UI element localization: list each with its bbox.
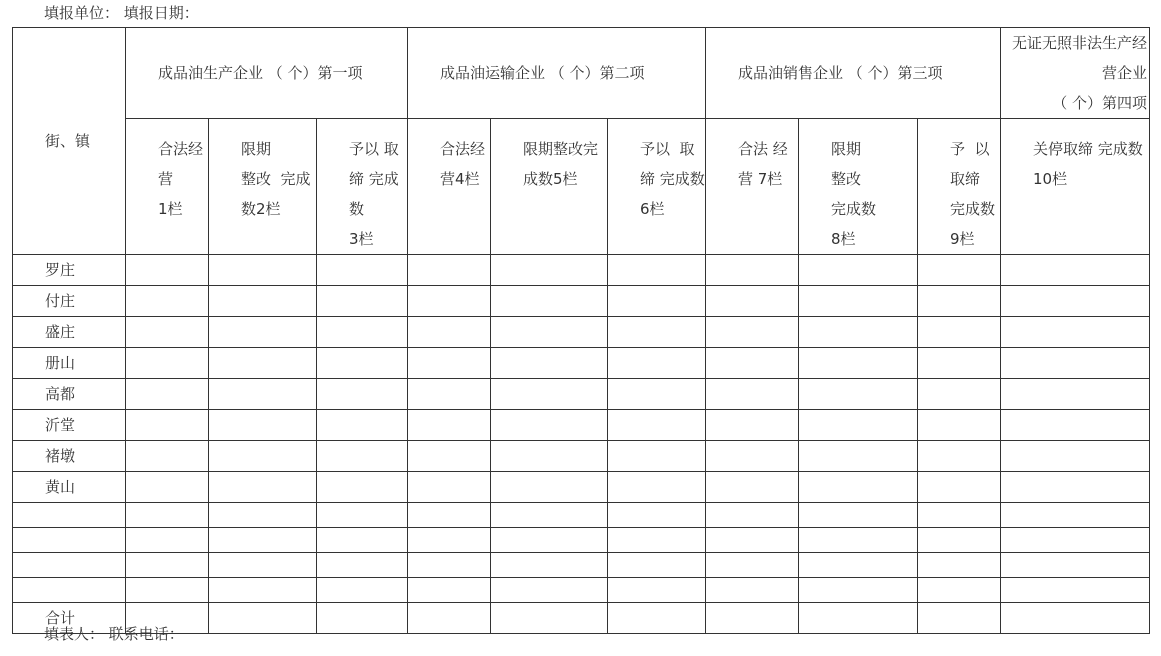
data-cell (408, 603, 491, 634)
street-town-header-text: 街、镇 (45, 132, 91, 150)
data-cell (317, 441, 408, 472)
column-header-10-text: 关停取缔 完成数 10栏 (1033, 140, 1143, 188)
column-header-9 (918, 119, 1001, 255)
data-cell (608, 553, 706, 578)
column-header-2 (209, 119, 317, 255)
data-cell (706, 441, 799, 472)
report-header-line (44, 3, 199, 23)
group-header-sales (706, 28, 1001, 119)
column-header-8-text: 限期 整改 完成数 8栏 (831, 140, 877, 248)
table-row (13, 255, 1150, 286)
data-cell (918, 603, 1001, 634)
data-cell (706, 528, 799, 553)
data-cell (1001, 553, 1150, 578)
data-cell (317, 255, 408, 286)
row-label-cell (13, 255, 126, 286)
data-cell (799, 286, 918, 317)
data-cell (317, 348, 408, 379)
data-cell (408, 348, 491, 379)
column-header-9-text: 予 以取缔 完成数 9栏 (950, 140, 996, 248)
street-town-header (13, 28, 126, 255)
table-row (13, 379, 1150, 410)
data-cell (209, 603, 317, 634)
data-cell (317, 528, 408, 553)
data-cell (126, 255, 209, 286)
data-cell (126, 410, 209, 441)
row-label-cell (13, 472, 126, 503)
phone-label: 联系电话： (108, 625, 184, 643)
column-header-6 (608, 119, 706, 255)
data-cell (799, 317, 918, 348)
column-header-1-text: 合法经营 1栏 (158, 140, 204, 218)
column-header-1 (126, 119, 209, 255)
data-cell (491, 441, 608, 472)
data-cell (126, 286, 209, 317)
data-cell (209, 286, 317, 317)
data-cell (209, 503, 317, 528)
group-header-transport-text: 成品油运输企业 （ 个）第二项 (440, 64, 645, 82)
data-cell (408, 472, 491, 503)
row-label-cell (13, 503, 126, 528)
data-cell (1001, 410, 1150, 441)
row-label: 褚墩 (45, 446, 76, 465)
data-cell (918, 286, 1001, 317)
data-cell (1001, 472, 1150, 503)
data-cell (1001, 317, 1150, 348)
filler-label: 填表人： (44, 625, 105, 643)
data-cell (317, 603, 408, 634)
data-cell (126, 472, 209, 503)
data-cell (209, 410, 317, 441)
data-cell (706, 503, 799, 528)
table-row (13, 441, 1150, 472)
data-cell (126, 528, 209, 553)
data-cell (799, 441, 918, 472)
data-cell (317, 286, 408, 317)
data-cell (918, 379, 1001, 410)
data-cell (317, 472, 408, 503)
data-cell (209, 472, 317, 503)
data-cell (799, 603, 918, 634)
table-row (13, 286, 1150, 317)
data-cell (608, 603, 706, 634)
data-cell (608, 528, 706, 553)
data-cell (608, 578, 706, 603)
column-header-4 (408, 119, 491, 255)
group-header-sales-text: 成品油销售企业 （ 个）第三项 (738, 64, 943, 82)
data-cell (1001, 348, 1150, 379)
data-cell (126, 317, 209, 348)
data-cell (126, 441, 209, 472)
data-cell (408, 255, 491, 286)
data-cell (317, 379, 408, 410)
data-cell (491, 317, 608, 348)
data-cell (491, 410, 608, 441)
data-cell (491, 553, 608, 578)
row-label: 付庄 (45, 291, 76, 310)
data-cell (608, 286, 706, 317)
data-cell (491, 348, 608, 379)
row-label: 沂堂 (45, 415, 76, 434)
data-cell (608, 317, 706, 348)
data-cell (799, 379, 918, 410)
column-header-7-text: 合法 经营 7栏 (738, 140, 788, 188)
table-row (13, 528, 1150, 553)
row-label-cell (13, 528, 126, 553)
report-date-label: 填报日期： (123, 4, 199, 22)
group-header-production-text: 成品油生产企业 （ 个）第一项 (158, 64, 363, 82)
data-cell (706, 286, 799, 317)
data-cell (799, 553, 918, 578)
data-cell (1001, 286, 1150, 317)
table-row (13, 578, 1150, 603)
data-cell (491, 603, 608, 634)
statistics-table (12, 27, 1150, 634)
row-label-cell (13, 317, 126, 348)
data-cell (126, 379, 209, 410)
table-row (13, 410, 1150, 441)
data-cell (918, 472, 1001, 503)
data-cell (1001, 379, 1150, 410)
row-label: 盛庄 (45, 322, 76, 341)
data-cell (408, 503, 491, 528)
data-cell (317, 503, 408, 528)
data-cell (706, 603, 799, 634)
row-label: 合计 (45, 608, 76, 627)
row-label-cell (13, 441, 126, 472)
data-cell (608, 255, 706, 286)
data-cell (209, 317, 317, 348)
data-cell (317, 410, 408, 441)
data-cell (491, 379, 608, 410)
row-label-cell (13, 348, 126, 379)
data-cell (1001, 603, 1150, 634)
data-cell (408, 553, 491, 578)
column-header-7 (706, 119, 799, 255)
column-header-5 (491, 119, 608, 255)
data-cell (608, 472, 706, 503)
data-cell (408, 578, 491, 603)
data-cell (408, 528, 491, 553)
column-header-3-text: 予以 取缔 完成数 3栏 (349, 140, 399, 248)
data-cell (706, 317, 799, 348)
data-cell (209, 528, 317, 553)
data-cell (706, 348, 799, 379)
data-cell (1001, 255, 1150, 286)
data-cell (918, 255, 1001, 286)
data-cell (209, 379, 317, 410)
table-row (13, 503, 1150, 528)
data-cell (608, 410, 706, 441)
data-cell (491, 503, 608, 528)
data-cell (918, 503, 1001, 528)
row-label-cell (13, 286, 126, 317)
data-cell (918, 553, 1001, 578)
data-cell (126, 553, 209, 578)
column-header-3 (317, 119, 408, 255)
data-cell (317, 553, 408, 578)
data-cell (491, 472, 608, 503)
column-header-2-text: 限期 整改 完成数2栏 (241, 140, 311, 218)
data-cell (706, 410, 799, 441)
report-unit-label: 填报单位： (44, 4, 120, 22)
column-header-6-text: 予以 取缔 完成数 6栏 (640, 140, 705, 218)
group-header-production (126, 28, 408, 119)
data-cell (608, 441, 706, 472)
data-cell (799, 255, 918, 286)
row-label: 册山 (45, 353, 76, 372)
data-cell (918, 578, 1001, 603)
data-cell (799, 528, 918, 553)
data-cell (408, 317, 491, 348)
data-cell (408, 441, 491, 472)
data-cell (126, 578, 209, 603)
data-cell (608, 379, 706, 410)
row-label: 罗庄 (45, 260, 76, 279)
row-label-cell (13, 578, 126, 603)
data-cell (706, 553, 799, 578)
data-cell (209, 441, 317, 472)
data-cell (126, 503, 209, 528)
data-cell (799, 410, 918, 441)
column-header-8 (799, 119, 918, 255)
row-label-cell (13, 379, 126, 410)
column-header-5-text: 限期整改完成数5栏 (523, 140, 599, 188)
data-cell (209, 553, 317, 578)
data-cell (918, 317, 1001, 348)
data-cell (491, 578, 608, 603)
data-cell (799, 578, 918, 603)
column-header-4-text: 合法经营4栏 (440, 140, 486, 188)
data-cell (209, 348, 317, 379)
data-cell (918, 348, 1001, 379)
data-cell (706, 578, 799, 603)
table-row (13, 348, 1150, 379)
group-header-illegal-text: 无证无照非法生产经营企业 （ 个）第四项 (1011, 34, 1147, 112)
data-cell (1001, 578, 1150, 603)
data-cell (491, 255, 608, 286)
table-row (13, 472, 1150, 503)
data-cell (1001, 441, 1150, 472)
data-cell (317, 578, 408, 603)
data-cell (408, 410, 491, 441)
data-cell (491, 528, 608, 553)
data-cell (1001, 528, 1150, 553)
data-cell (799, 472, 918, 503)
data-cell (706, 255, 799, 286)
group-header-transport (408, 28, 706, 119)
column-header-10 (1001, 119, 1150, 255)
row-label-cell (13, 410, 126, 441)
data-cell (408, 379, 491, 410)
row-label-cell (13, 553, 126, 578)
data-cell (918, 441, 1001, 472)
data-cell (706, 472, 799, 503)
table-row (13, 553, 1150, 578)
data-cell (799, 348, 918, 379)
data-cell (918, 528, 1001, 553)
group-header-illegal (1001, 28, 1150, 119)
data-cell (209, 255, 317, 286)
data-cell (408, 286, 491, 317)
data-cell (1001, 503, 1150, 528)
row-label: 黄山 (45, 477, 76, 496)
row-label: 高都 (45, 384, 76, 403)
data-cell (209, 578, 317, 603)
data-cell (317, 317, 408, 348)
report-footer-line (44, 624, 184, 644)
data-cell (491, 286, 608, 317)
data-cell (799, 503, 918, 528)
data-cell (608, 348, 706, 379)
data-cell (608, 503, 706, 528)
data-cell (706, 379, 799, 410)
table-row (13, 317, 1150, 348)
data-cell (126, 348, 209, 379)
data-cell (918, 410, 1001, 441)
